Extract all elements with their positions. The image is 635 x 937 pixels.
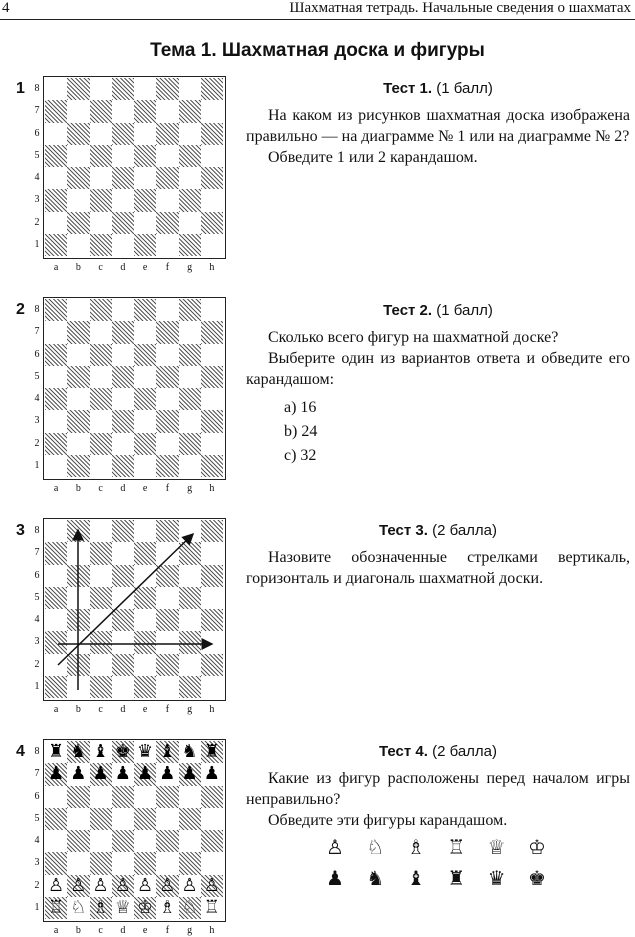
black-bishop-icon: ♝ xyxy=(92,741,109,763)
black-rook-icon: ♜ xyxy=(203,741,220,763)
test-4-points: (2 балла) xyxy=(432,743,498,760)
rank-label: 6 xyxy=(34,127,40,139)
rank-label: 2 xyxy=(34,216,40,228)
rank-label: 2 xyxy=(34,879,40,891)
page-number: 4 xyxy=(2,0,10,16)
file-label: a xyxy=(53,483,59,494)
rank-label: 6 xyxy=(34,569,40,581)
white-queen-icon: ♕ xyxy=(114,896,131,918)
test-2 xyxy=(246,300,630,468)
rank-label: 8 xyxy=(34,304,40,316)
rank-label: 5 xyxy=(34,591,40,603)
file-label: h xyxy=(209,262,215,273)
rank-label: 4 xyxy=(34,393,40,405)
rank-label: 3 xyxy=(34,636,40,648)
file-label: e xyxy=(142,704,148,715)
file-label: b xyxy=(75,483,81,494)
white-rook-icon: ♖ xyxy=(447,835,466,859)
test-2-name: Тест 2. xyxy=(383,302,433,319)
diagram-number-1: 1 xyxy=(16,80,25,97)
black-pawn-icon: ♟ xyxy=(326,866,344,890)
white-pawn-icon: ♙ xyxy=(159,874,176,896)
rank-label: 6 xyxy=(34,790,40,802)
white-pawn-icon: ♙ xyxy=(203,874,220,896)
rank-label: 8 xyxy=(34,746,40,758)
white-pawn-icon: ♙ xyxy=(137,874,154,896)
file-label: f xyxy=(165,483,170,494)
black-king-icon: ♚ xyxy=(114,741,131,763)
black-pawn-icon: ♟ xyxy=(203,763,220,785)
file-label: e xyxy=(142,483,148,494)
rank-label: 4 xyxy=(34,614,40,626)
black-pawn-icon: ♟ xyxy=(92,763,109,785)
rank-label: 3 xyxy=(34,415,40,427)
section-title: Тема 1. Шахматная доска и фигуры xyxy=(150,40,485,61)
white-rook-icon: ♖ xyxy=(48,896,65,918)
file-label: a xyxy=(53,262,59,273)
black-pawn-icon: ♟ xyxy=(114,763,131,785)
file-label: f xyxy=(165,925,170,936)
test-1-question: На каком из рисунков шахматная доска изображена правильно — на диаграмме № 1 или на диаграмме № 2? xyxy=(246,107,630,145)
black-bishop-icon: ♝ xyxy=(159,741,176,763)
black-pawn-icon: ♟ xyxy=(181,763,198,785)
rank-label: 4 xyxy=(34,172,40,184)
white-pawn-icon: ♙ xyxy=(114,874,131,896)
file-label: d xyxy=(120,925,126,936)
test-4 xyxy=(246,741,630,831)
black-knight-icon: ♞ xyxy=(181,741,198,763)
rank-label: 1 xyxy=(34,680,40,692)
file-label: c xyxy=(98,483,103,494)
rank-label: 2 xyxy=(34,437,40,449)
file-label: c xyxy=(98,925,103,936)
running-title: Шахматная тетрадь. Начальные сведения о шахматах xyxy=(289,0,631,16)
file-label: g xyxy=(187,925,193,936)
file-label: h xyxy=(209,483,215,494)
rank-label: 8 xyxy=(34,525,40,537)
test-3 xyxy=(246,520,630,589)
file-label: b xyxy=(75,262,81,273)
test-3-question: Назовите обозначенные стрелками вертикаль, горизонталь и диагональ шахматной доски. xyxy=(246,549,630,587)
file-label: a xyxy=(53,925,59,936)
file-label: d xyxy=(120,483,126,494)
file-label: h xyxy=(209,925,215,936)
file-label: g xyxy=(187,262,193,273)
white-bishop-icon: ♗ xyxy=(92,896,109,918)
test-3-name: Тест 3. xyxy=(378,522,428,539)
file-label: d xyxy=(120,262,126,273)
test-1-heading xyxy=(246,78,630,99)
file-label: f xyxy=(165,704,170,715)
rank-label: 1 xyxy=(34,238,40,250)
rank-label: 7 xyxy=(34,326,40,338)
black-pieces-legend xyxy=(326,868,546,888)
diagram-number-3: 3 xyxy=(16,522,25,539)
white-pawn-icon: ♙ xyxy=(326,835,344,859)
white-pieces-legend xyxy=(326,837,546,857)
white-king-icon: ♔ xyxy=(528,835,546,859)
test-2-points: (1 балл) xyxy=(436,302,493,319)
file-label: h xyxy=(209,704,215,715)
test-2-instruction: Выберите один из вариантов ответа и обведите его карандашом: xyxy=(246,350,630,388)
white-queen-icon: ♕ xyxy=(487,835,506,859)
white-knight-icon: ♘ xyxy=(70,896,87,918)
test-4-question: Какие из фигур расположены перед началом игры неправильно? xyxy=(246,770,630,808)
file-label: c xyxy=(98,262,103,273)
test-4-name: Тест 4. xyxy=(378,743,428,760)
rank-label: 5 xyxy=(34,370,40,382)
rank-label: 2 xyxy=(34,658,40,670)
black-queen-icon: ♛ xyxy=(487,866,506,890)
rank-label: 8 xyxy=(34,83,40,95)
rank-label: 3 xyxy=(34,194,40,206)
rank-label: 1 xyxy=(34,459,40,471)
black-pawn-icon: ♟ xyxy=(70,763,87,785)
file-label: b xyxy=(75,925,81,936)
white-bishop-icon: ♗ xyxy=(406,835,425,859)
rank-label: 3 xyxy=(34,857,40,869)
diagram-number-4: 4 xyxy=(16,743,25,760)
white-king-icon: ♔ xyxy=(137,896,154,918)
white-pawn-icon: ♙ xyxy=(92,874,109,896)
file-label: g xyxy=(187,704,193,715)
white-bishop-icon: ♗ xyxy=(159,896,176,918)
rank-label: 6 xyxy=(34,348,40,360)
white-pawn-icon: ♙ xyxy=(48,874,65,896)
file-label: b xyxy=(75,704,81,715)
rank-label: 5 xyxy=(34,149,40,161)
rank-label: 1 xyxy=(34,901,40,913)
white-pawn-icon: ♙ xyxy=(181,874,198,896)
test-4-heading xyxy=(246,741,630,762)
test-2-heading xyxy=(246,300,630,321)
black-bishop-icon: ♝ xyxy=(406,866,425,890)
file-label: c xyxy=(98,704,103,715)
file-label: a xyxy=(53,704,59,715)
test-1-points: (1 балл) xyxy=(436,80,493,97)
file-label: e xyxy=(142,262,148,273)
test-3-heading xyxy=(246,520,630,541)
rank-label: 7 xyxy=(34,105,40,117)
test-1-name: Тест 1. xyxy=(383,80,433,97)
file-label: d xyxy=(120,704,126,715)
white-pawn-icon: ♙ xyxy=(70,874,87,896)
test-3-points: (2 балла) xyxy=(432,522,498,539)
test-1 xyxy=(246,78,630,168)
rank-label: 5 xyxy=(34,812,40,824)
white-knight-icon: ♘ xyxy=(181,896,198,918)
black-king-icon: ♚ xyxy=(528,866,546,890)
black-pawn-icon: ♟ xyxy=(48,763,65,785)
diagram-number-2: 2 xyxy=(16,301,25,318)
file-label: g xyxy=(187,483,193,494)
black-pawn-icon: ♟ xyxy=(137,763,154,785)
test-2-option-b: b) 24 xyxy=(284,423,318,440)
rank-label: 7 xyxy=(34,547,40,559)
black-knight-icon: ♞ xyxy=(366,866,385,890)
test-2-option-c: c) 32 xyxy=(284,447,317,464)
file-label: e xyxy=(142,925,148,936)
file-label: f xyxy=(165,262,170,273)
white-knight-icon: ♘ xyxy=(366,835,385,859)
test-2-option-a: а) 16 xyxy=(284,399,317,416)
white-rook-icon: ♖ xyxy=(203,896,220,918)
black-knight-icon: ♞ xyxy=(70,741,87,763)
black-queen-icon: ♛ xyxy=(137,741,154,763)
rank-label: 7 xyxy=(34,768,40,780)
black-pawn-icon: ♟ xyxy=(159,763,176,785)
test-2-question: Сколько всего фигур на шахматной доске? xyxy=(268,329,559,346)
rank-label: 4 xyxy=(34,835,40,847)
test-4-instruction: Обведите эти фигуры карандашом. xyxy=(268,812,508,829)
test-1-instruction: Обведите 1 или 2 карандашом. xyxy=(268,149,478,166)
black-rook-icon: ♜ xyxy=(48,741,65,763)
black-rook-icon: ♜ xyxy=(447,866,466,890)
